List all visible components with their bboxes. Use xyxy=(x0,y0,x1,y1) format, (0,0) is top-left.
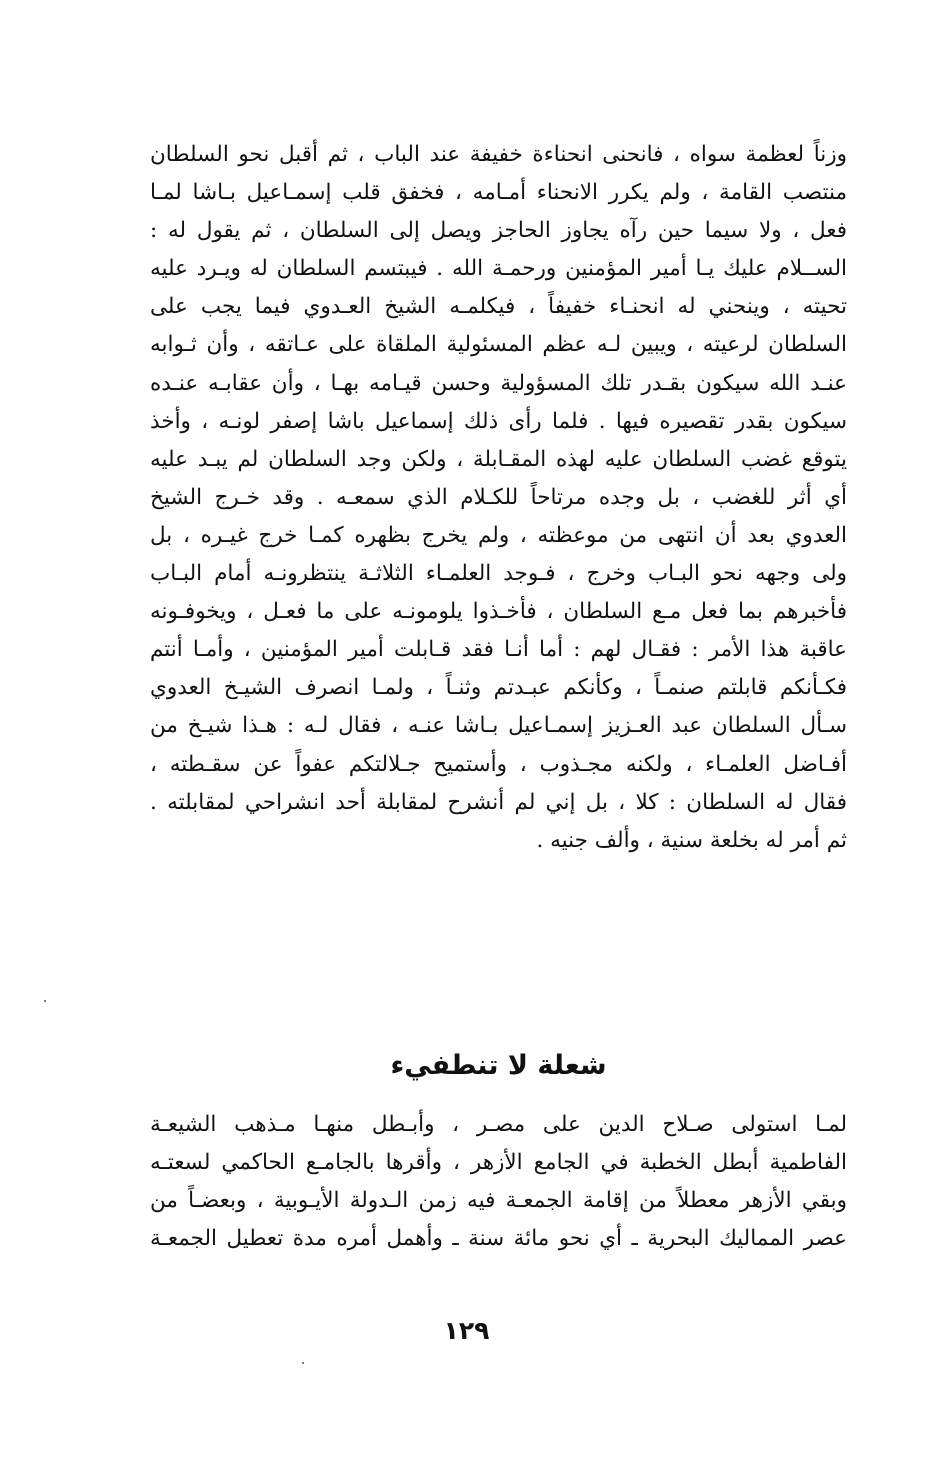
text-line: فأخبرهم بما فعل مـع السلطان ، فأخـذوا يلومونـه على ما فعـل ، ويخوفـونه xyxy=(150,599,847,625)
text-line: عنـد الله سيكون بقـدر تلك المسؤولية وحسن قيـامه بهـا ، وأن عقابـه عنـده xyxy=(150,370,847,396)
text-line: السلطان لرعيته ، ويبين لـه عظم المسئولية الملقاة على عـاتقه ، وأن ثـوابه xyxy=(150,332,847,358)
text-line: العدوي بعد أن انتهى من موعظته ، ولم يخرج بظهره كمـا خرج غيـره ، بل xyxy=(150,522,847,548)
text-line: عاقبة هذا الأمر : فقـال لهم : أما أنـا فقد قـابلت أمير المؤمنين ، وأمـا أنتم xyxy=(150,637,847,663)
text-line: فعل ، ولا سيما حين رآه يجاوز الحاجز ويصل إلى السلطان ، ثم يقول له : xyxy=(150,218,847,244)
text-line: فقال له السلطان : كلا ، بل إني لم أنشرح لمقابلة أحد انشراحي لمقابلته . xyxy=(150,789,847,815)
scan-speck xyxy=(302,1362,304,1364)
text-line: سيكون بقدر تقصيره فيها . فلما رأى ذلك إسماعيل باشا إصفر لونـه ، وأخذ xyxy=(150,408,847,434)
text-line: وبقي الأزهر معطلاً من إقامة الجمعـة فيه زمن الـدولة الأيـوبية ، وبعضـاً من xyxy=(150,1188,847,1214)
section-heading: شعلة لا تنطفيء xyxy=(390,1050,607,1081)
text-line: الفاطمية أبطل الخطبة في الجامع الأزهر ، وأقرها بالجامـع الحاكمي لسعتـه xyxy=(150,1150,847,1176)
text-line: ثم أمر له بخلعة سنية ، وألف جنيه . xyxy=(536,827,847,853)
text-line: الســلام عليك يـا أمير المؤمنين ورحمـة الله . فيبتسم السلطان له ويـرد عليه xyxy=(150,256,847,282)
text-line: منتصب القامة ، ولم يكرر الانحناء أمـامه ، فخفق قلب إسمـاعيل بـاشا لمـا xyxy=(150,180,847,206)
text-line: أفـاضل العلمـاء ، ولكنه مجـذوب ، وأستميح جـلالتكم عفواً عن سقـطته ، xyxy=(150,751,847,777)
text-line: لمـا استولى صـلاح الدين على مصـر ، وأبـطل منهـا مـذهب الشيعـة xyxy=(150,1112,847,1137)
text-line: يتوقع غضب السلطان عليه لهذه المقـابلة ، ولكن وجد السلطان لم يبـد عليه xyxy=(150,446,847,472)
scan-speck xyxy=(44,1000,46,1002)
text-line: فكـأنكم قابلتم صنمـاً ، وكأنكم عبـدتم وثنـاً ، ولمـا انصرف الشيـخ العدوي xyxy=(150,675,847,701)
paragraph-body-bottom xyxy=(150,1106,847,1258)
page-number: ١٢٩ xyxy=(443,1316,490,1345)
text-line: ولى وجهه نحو البـاب وخرج ، فـوجد العلمـاء الثلاثـة ينتظرونـه أمام البـاب xyxy=(150,561,847,587)
text-line: عصر المماليك البحرية ـ أي نحو مائة سنة ـ وأهمل أمره مدة تعطيل الجمعـة xyxy=(150,1226,847,1252)
text-line: سـأل السلطان عبد العـزيز إسمـاعيل بـاشا عنـه ، فقال لـه : هـذا شيـخ من xyxy=(150,713,847,739)
text-line: وزناً لعظمة سواه ، فانحنى انحناءة خفيفة عند الباب ، ثم أقبل نحو السلطان xyxy=(150,142,847,167)
paragraph-body-top xyxy=(150,136,847,860)
text-line: تحيته ، وينحني له انحنـاء خفيفاً ، فيكلمـه الشيخ العـدوي فيما يجب على xyxy=(150,294,847,320)
text-line: أي أثر للغضب ، بل وجده مرتاحاً للكـلام الذي سمعـه . وقد خـرج الشيخ xyxy=(150,484,847,510)
